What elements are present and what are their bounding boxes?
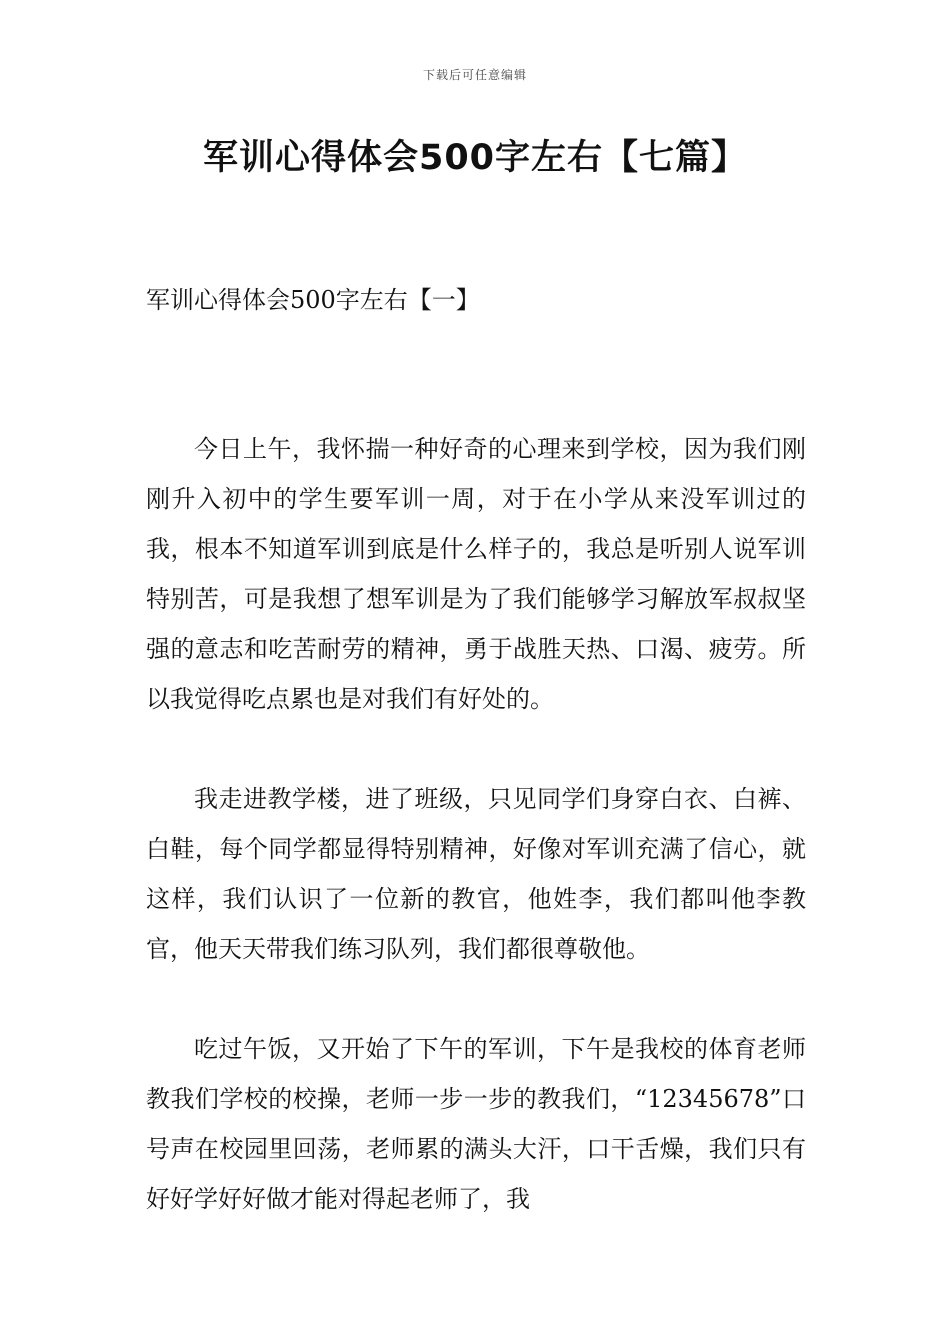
document-title: 军训心得体会500字左右【七篇】 — [202, 138, 748, 178]
paragraph-1: 今日上午，我怀揣一种好奇的心理来到学校，因为我们刚刚升入初中的学生要军训一周，对于在小学从来没军训过的我，根本不知道军训到底是什么样子的，我总是听别人说军训特别苦，可是我想了想军训是为了我们能够学习解放军叔叔坚强的意志和吃苦耐劳的精神，勇于战胜天热、口渴、疲劳。所以我觉得吃点累也是对我们有好处的。 — [146, 435, 806, 713]
paragraph-3: 吃过午饭，又开始了下午的军训，下午是我校的体育老师教我们学校的校操，老师一步一步的教我们，“12345678”口号声在校园里回荡，老师累的满头大汗，口干舌燥，我们只有好好学好好做才能对得起老师了，我 — [146, 1035, 806, 1213]
header-note: 下载后可任意编辑 — [422, 68, 527, 82]
paragraph-2: 我走进教学楼，进了班级，只见同学们身穿白衣、白裤、白鞋，每个同学都显得特别精神，好像对军训充满了信心，就这样，我们认识了一位新的教官，他姓李，我们都叫他李教官，他天天带我们练习队列，我们都很尊敬他。 — [146, 785, 806, 963]
section-heading: 军训心得体会500字左右【一】 — [146, 286, 480, 314]
